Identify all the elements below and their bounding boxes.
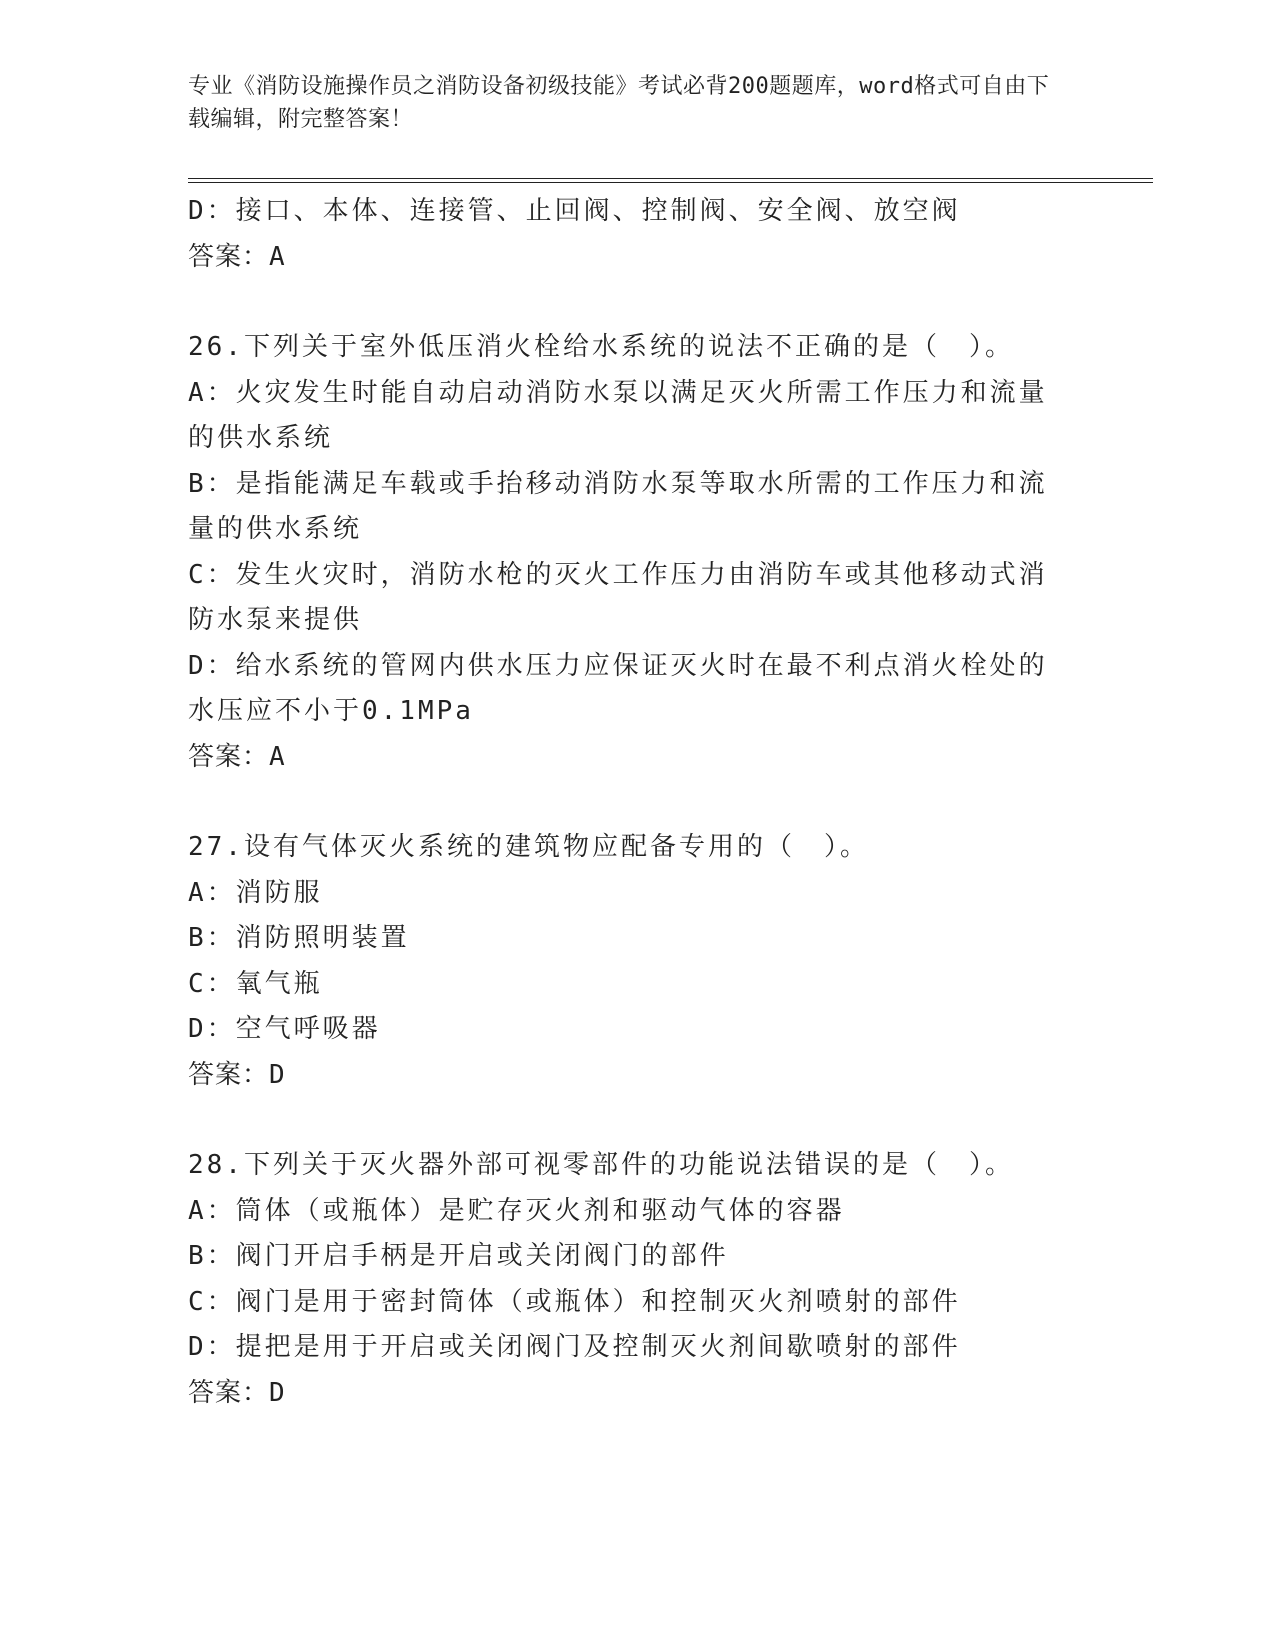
question-content — [188, 189, 1068, 1416]
option-b: B：阀门开启手柄是开启或关闭阀门的部件 — [188, 1241, 729, 1271]
option-b: B：消防照明装置 — [188, 923, 410, 953]
option-c: C：发生火灾时，消防水枪的灭火工作压力由消防车或其他移动式消防水泵来提供 — [188, 559, 1048, 635]
option-d: D：空气呼吸器 — [188, 1014, 381, 1044]
prev-answer: 答案：A — [188, 241, 286, 272]
answer: 答案：D — [188, 1377, 286, 1408]
answer: 答案：D — [188, 1059, 286, 1090]
option-d: D：给水系统的管网内供水压力应保证灭火时在最不利点消火栓处的水压应不小于0.1MPa — [188, 650, 1048, 726]
question-stem: 26.下列关于室外低压消火栓给水系统的说法不正确的是（ ）。 — [188, 332, 1014, 362]
header-rule-top — [188, 178, 1153, 179]
option-a: A：火灾发生时能自动启动消防水泵以满足灭火所需工作压力和流量的供水系统 — [188, 377, 1048, 453]
option-c: C：氧气瓶 — [188, 968, 323, 999]
question-stem: 27.设有气体灭火系统的建筑物应配备专用的（ ）。 — [188, 832, 869, 862]
header-rule-bottom — [188, 182, 1153, 183]
prev-option-d: D：接口、本体、连接管、止回阀、控制阀、安全阀、放空阀 — [188, 196, 961, 226]
question-stem: 28.下列关于灭火器外部可视零部件的功能说法错误的是（ ）。 — [188, 1150, 1014, 1180]
question-26 — [188, 325, 1068, 780]
question-28 — [188, 1143, 1068, 1416]
answer: 答案：A — [188, 741, 286, 772]
option-b: B：是指能满足车载或手抬移动消防水泵等取水所需的工作压力和流量的供水系统 — [188, 468, 1048, 544]
option-d: D：提把是用于开启或关闭阀门及控制灭火剂间歇喷射的部件 — [188, 1332, 961, 1362]
option-a: A：筒体（或瓶体）是贮存灭火剂和驱动气体的容器 — [188, 1195, 845, 1226]
question-27 — [188, 825, 1068, 1098]
option-c: C：阀门是用于密封筒体（或瓶体）和控制灭火剂喷射的部件 — [188, 1286, 961, 1317]
page-header: 专业《消防设施操作员之消防设备初级技能》考试必背200题题库，word格式可自由下载编辑，附完整答案！ — [188, 74, 1050, 132]
option-a: A：消防服 — [188, 877, 323, 908]
